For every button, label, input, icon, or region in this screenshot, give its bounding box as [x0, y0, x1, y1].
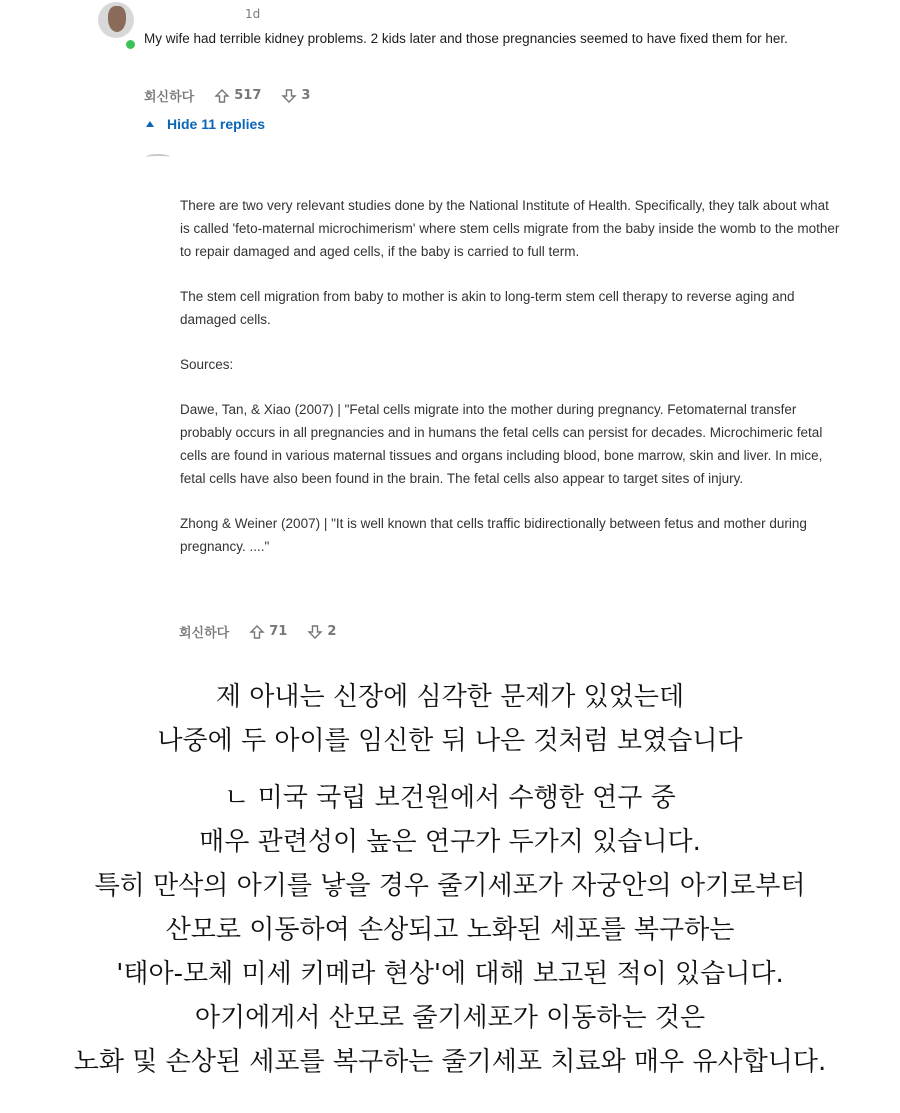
reply-paragraph: There are two very relevant studies done by the National Institute of Health. Specifically, they talk about what is called 'feto-maternal microchimerism' where stem cells migrate from the baby inside the womb to the mother to repair damaged and aged cells, if the baby is carried to full term. — [180, 198, 840, 259]
downvote-button[interactable] — [281, 88, 310, 104]
reply-paragraph: Dawe, Tan, & Xiao (2007) | "Fetal cells migrate into the mother during pregnancy. Fetomaternal transfer probably occurs in all pregnancies and in humans the fetal cells can persist for decades. Microchimeric fetal cells are found in various maternal tissues and organs including blood, bone marrow, skin and liver. In mice, fetal cells have also been found in the brain. The fetal cells also appear to target sites of injury. — [180, 402, 823, 486]
upvote-button[interactable] — [214, 88, 261, 104]
translation-line: 특히 만삭의 아기를 낳을 경우 줄기세포가 자궁안의 아기로부터 — [94, 871, 806, 901]
translation-line: 나중에 두 아이를 임신한 뒤 나은 것처럼 보였습니다 — [157, 726, 743, 756]
upvote-button[interactable] — [249, 624, 287, 640]
top-comment — [0, 0, 900, 150]
caret-up-icon — [145, 120, 155, 128]
translation-line: '태아-모체 미세 키메라 현상'에 대해 보고된 적이 있습니다. — [116, 959, 784, 989]
upvote-icon — [214, 88, 230, 104]
reply-button[interactable]: 회신하다 — [179, 626, 230, 641]
reply-actions — [179, 622, 356, 641]
translation-line: ㄴ 미국 국립 보건원에서 수행한 연구 중 — [224, 783, 676, 813]
hide-replies-button[interactable] — [145, 116, 265, 132]
upvote-count: 517 — [234, 88, 262, 103]
comment-timestamp: 1d — [245, 7, 261, 21]
comment-body: My wife had terrible kidney problems. 2 kids later and those pregnancies seemed to have fixed them for her. — [144, 31, 788, 46]
translation-block-2 — [0, 776, 900, 1084]
downvote-count: 3 — [301, 88, 311, 103]
reply-paragraph: Sources: — [180, 357, 234, 372]
comment-actions — [144, 86, 330, 105]
downvote-icon — [281, 88, 297, 104]
translation-line: 노화 및 손상된 세포를 복구하는 줄기세포 치료와 매우 유사합니다. — [73, 1047, 827, 1077]
reply-paragraph: The stem cell migration from baby to mother is akin to long-term stem cell therapy to reverse aging and damaged cells. — [180, 289, 795, 327]
reply-paragraph: Zhong & Weiner (2007) | "It is well known that cells traffic bidirectionally between fetus and mother during pregnancy. ...." — [180, 516, 807, 554]
translation-line: 아기에게서 산모로 줄기세포가 이동하는 것은 — [194, 1003, 706, 1033]
reply-button[interactable]: 회신하다 — [144, 90, 195, 105]
online-status-icon — [124, 38, 137, 51]
upvote-count: 71 — [269, 624, 288, 639]
downvote-button[interactable] — [307, 624, 336, 640]
hide-replies-label: Hide 11 replies — [167, 116, 266, 132]
translation-block-1 — [0, 675, 900, 763]
reply-body — [180, 194, 840, 558]
user-avatar[interactable] — [98, 2, 134, 38]
reply-avatar[interactable] — [146, 154, 170, 160]
upvote-icon — [249, 624, 265, 640]
translation-line: 산모로 이동하여 손상되고 노화된 세포를 복구하는 — [165, 915, 735, 945]
downvote-count: 2 — [327, 624, 337, 639]
downvote-icon — [307, 624, 323, 640]
translation-line: 제 아내는 신장에 심각한 문제가 있었는데 — [215, 682, 685, 712]
translation-line: 매우 관련성이 높은 연구가 두가지 있습니다. — [199, 827, 701, 857]
